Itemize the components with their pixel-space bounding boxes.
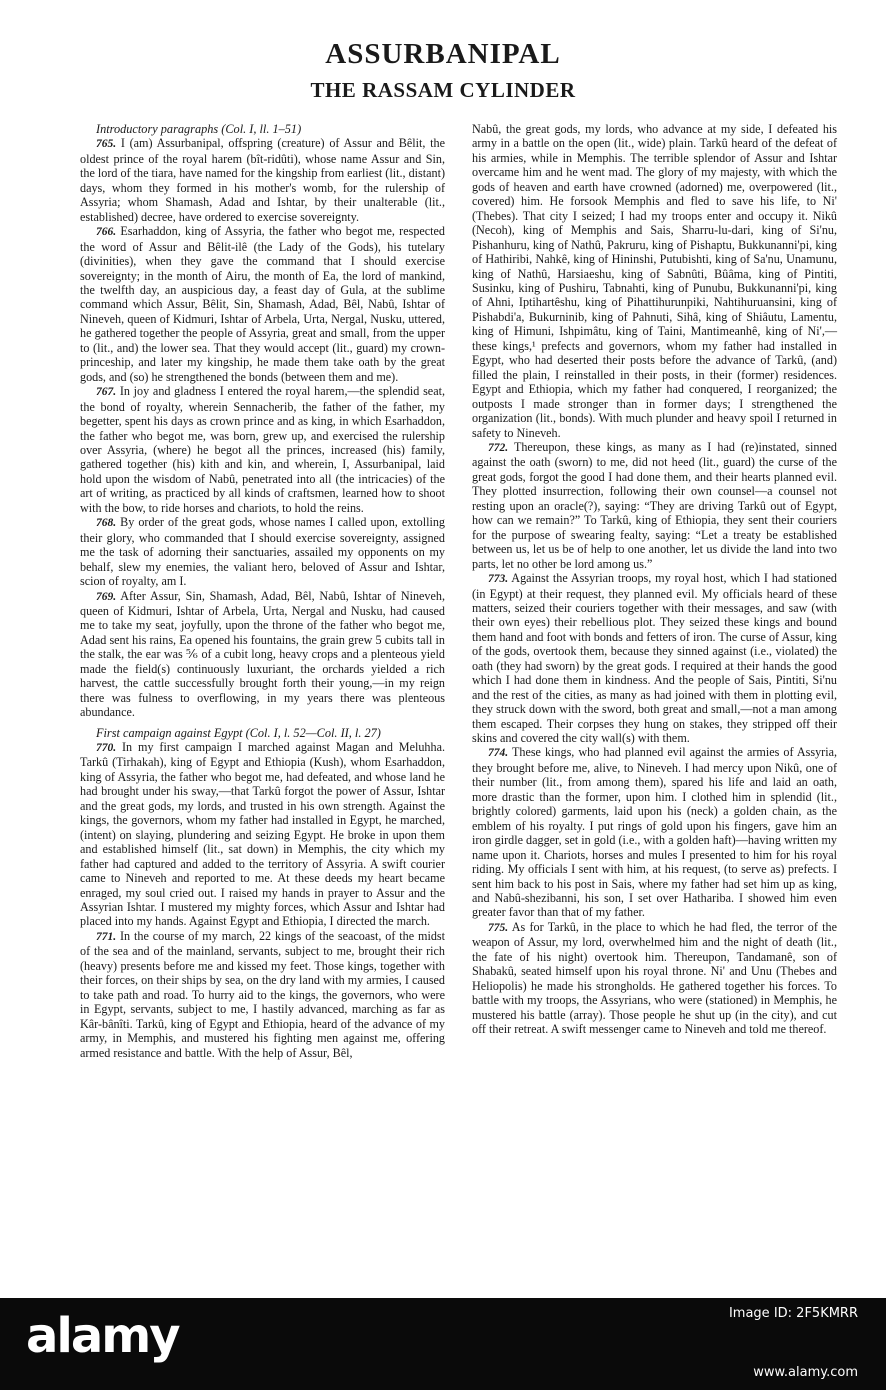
paragraph bbox=[80, 515, 445, 588]
page-subtitle: THE RASSAM CYLINDER bbox=[310, 78, 576, 102]
paragraph-text: Thereupon, these kings, as many as I had (re)instated, sinned against the oath (sworn) to me, did not heed (lit., guard) the curse of the great gods, forgot the good I had done them, and their hearts planned evil. They plotted insurrection, following their own counsel—a counsel not resting upon an oracle(?), saying: “They are driving Tarkû out of Egypt, how can we remain?” To Tarkû, king of Ethiopia, they sent their couriers for the purpose of swearing fealty, saying: “Let a treaty be established between us, let us be of help to one another, let us divide the land into two parts, let no other be lord among us.” bbox=[472, 439, 837, 571]
alamy-logo: alamy bbox=[26, 1308, 179, 1364]
image-id-label: Image ID: 2F5KMRR bbox=[728, 1306, 858, 1321]
paragraph-number: 774. bbox=[488, 747, 509, 760]
paragraph bbox=[472, 745, 837, 919]
paragraph-number: 770. bbox=[96, 742, 117, 755]
paragraph-text: By order of the great gods, whose names I called upon, extolling their glory, who commanded that I should exercise sovereignty, assigned me the task of adorning their sanctuaries, assailed my opponents on my behalf, slew my enemies, the valiant hero, beloved of Assur and Ishtar, scion of royalty, am I. bbox=[80, 515, 445, 589]
paragraph-text: Esarhaddon, king of Assyria, the father who begot me, respected the word of Assur and Bêlit-ilê (the Lady of the Gods), his tutelary (divinities), when they gave the command that I should exercise sovereignty; in the month of Airu, the month of Ea, the lord of mankind, the twelfth day, an auspicious day, a feast day of Gula, at the sublime command which Assur, Bêlit, Sin, Shamash, Adad, Bêl, Nabû, Ishtar of Nineveh, queen of Kidmuri, Ishtar of Arbela, Urta, Nergal, Nusku, uttered, he gathered together the people of Assyria, great and small, from the upper to (lit., and) the lower sea. That they would accept (lit., guard) my crown-princeship, and later my kingship, he made them take oath by the great gods, and (so) he strengthened the bonds (between them and me). bbox=[80, 224, 445, 384]
paragraph bbox=[80, 224, 445, 384]
paragraph bbox=[80, 384, 445, 515]
paragraph-continued: Nabû, the great gods, my lords, who advance at my side, I defeated his army in a battle on the open (lit., wide) plain. Tarkû heard of the defeat of his armies, while in Memphis. The terrible splendor of Assur and Ishtar overcame him and he went mad. The glory of my majesty, with which the gods of heaven and earth have crowned (adorned) me, overpowered (lit., covered) him. He forsook Memphis and fled to save his life, to Ni' (Thebes). That city I seized; I had my troops enter and occupy it. Nikû (Necoh), king of Memphis and Sais, Sharru-lu-dari, king of Si'nu, Pishanhuru, king of Nathû, Pakruru, king of Pishaptu, Bukkunanni'pi, king of Hathiribi, Nahkê, king of Hininshi, Putubishti, king of Sa'nu, Unamunu, king of Nathû, Harsiaeshu, king of Sabnûti, Bûâma, king of Pintiti, Susinku, king of Pushiru, Tabnahti, king of Punubu, Bukkunanni'pi, king of Ahni, Iptihartêshu, king of Pihattihurunpiki, Nahtihuruansini, king of Pishabdi'a, Bukurninib, king of Pahnuti, Sihâ, king of Shiâutu, Lamentu, king of Himuni, Ishpimâtu, king of Taini, Mantimeanhê, king of Ni',—these kings,¹ prefects and governors, whom my father had installed in Egypt, who had deserted their posts before the advance of Tarkû, (and) filled the plain, I reinstalled in their posts, in their (former) residences. Egypt and Ethiopia, which my father had conquered, I reorganized; the outposts I made stronger than in former days; I strengthened the organization (lit., bonds). With much plunder and heavy spoil I returned in safety to Nineveh. bbox=[472, 122, 837, 440]
paragraph-text: After Assur, Sin, Shamash, Adad, Bêl, Nabû, Ishtar of Nineveh, queen of Kidmuri, Ishtar of Arbela, Urta, Nergal and Nusku, had caused me to take my seat, joyfully, upon the throne of the father who begot me, Adad sent his rains, Ea opened his fountains, the grain grew 5 cubits tall in the stalk, the ear was ⅚ of a cubit long, heavy crops and a plenteous yield made the field(s) continuously luxuriant, the orchards yielded a rich harvest, the cattle successfully brought forth their young,—in my reign there was fulness to overflowing, in my years there was plenteous abundance. bbox=[80, 588, 445, 720]
paragraph bbox=[80, 929, 445, 1060]
site-url: www.alamy.com bbox=[753, 1365, 858, 1380]
paragraph-text: These kings, who had planned evil against the armies of Assyria, they brought before me, alive, to Nineveh. I had mercy upon Nikû, one of their number (lit., from among them), spared his life and laid an oath, more drastic than the former, upon him. I clothed him in splendid (lit., brightly colored) garments, laid upon his (neck) a golden chain, as the emblem of his royalty. I put rings of gold upon his fingers, gave him an iron girdle dagger, set in gold (i.e., with a golden haft)—having written my name upon it. Chariots, horses and mules I presented to him for his royal riding. My officials I sent with him, at his request, (to serve as) prefects. I sent him back to his post in Sais, where my father had set him up as king, and Nabû-shezibanni, his son, I set over Hathariba. I showed him even greater favor than that of my father. bbox=[472, 745, 837, 920]
paragraph-number: 768. bbox=[96, 517, 117, 530]
paragraph bbox=[80, 589, 445, 720]
paragraph-text: In the course of my march, 22 kings of the seacoast, of the midst of the sea and of the mainland, servants, subject to me, brought their rich (heavy) presents before me and kissed my feet. Those kings, together with their forces, on their ships by sea, on the dry land with my armies, I caused to take path and road. To hurry aid to the kings, the governors, who were in Egypt, servants, subject to me, I hastily advanced, marching as far as Kâr-bânîti. Tarkû, king of Egypt and Ethiopia, heard of the advance of my army, in Memphis, and mustered his fighting men against me, offering armed resistance and battle. With the help of Assur, Bêl, bbox=[80, 928, 445, 1060]
section-heading: Introductory paragraphs (Col. I, ll. 1–51) bbox=[96, 122, 302, 136]
paragraph-text: Against the Assyrian troops, my royal host, which I had stationed (in Egypt) at their request, they planned evil. My officials heard of these matters, seized their couriers together with their messages, and saw (with their own eyes) their rebellious plot. They seized these kings and bound them hand and foot with bonds and fetters of iron. The curse of Assur, king of the gods, overtook them, because they sinned against (i.e., violated) the oath (they had sworn) by the great gods. I required at their hands the good which I had done them in kindness. And the people of Sais, Pintiti, Si'nu and the rest of the cities, as many as had joined with them in plotting evil, they struck down with the sword, both great and small,—not a man among them escaped. Their corpses they hung on stakes, they stripped off their skins and covered the city wall(s) with them. bbox=[472, 571, 837, 746]
paragraph bbox=[80, 740, 445, 929]
paragraph bbox=[472, 571, 837, 745]
page-title: ASSURBANIPAL bbox=[325, 38, 561, 70]
watermark-banner bbox=[0, 1298, 886, 1390]
paragraph-number: 771. bbox=[96, 930, 117, 943]
paragraph-number: 775. bbox=[488, 921, 509, 934]
paragraph-text: In joy and gladness I entered the royal harem,—the splendid seat, the bond of royalty, wherein Sennacherib, the father of the father, my begetter, spent his days as crown prince and as king, in which Esarhaddon, the father who begot me, was born, grew up, and exercised the rulership over Assyria, (where) he begot all the princes, increased (his) family, gathered together (his) kith and kin, and wherein, I, Assurbanipal, laid hold upon the wisdom of Nabû, penetrated into all (the intricacies) of the art of writing, as practiced by all kinds of craftsmen, learned how to shoot with the bow, to ride horses and chariots, to hold the reins. bbox=[80, 384, 445, 515]
paragraph bbox=[472, 440, 837, 571]
section-heading: First campaign against Egypt (Col. I, l. 52—Col. II, l. 27) bbox=[96, 725, 381, 740]
paragraph-number: 769. bbox=[96, 590, 117, 603]
paragraph-text: I (am) Assurbanipal, offspring (creature) of Assur and Bêlit, the oldest prince of the royal harem (bît-ridûti), whose name Assur and Sin, the lord of the tiara, have named for the kingship from earliest (lit., distant) days, whom they formed in his mother's womb, for the rulership of Assyria; whom Shamash, Adad and Ishtar, by their unalterable (lit., established) decree, have ordered to exercise sovereignty. bbox=[80, 136, 445, 224]
paragraph bbox=[472, 920, 837, 1037]
paragraph-text: As for Tarkû, in the place to which he had fled, the terror of the weapon of Assur, my lord, overwhelmed him and the night of death (lit., the fate of his night) overtook him. Thereupon, Tandamanê, son of Shabakû, seated himself upon his royal throne. Ni' and Unu (Thebes and Heliopolis) he made his strongholds. He gathered together his forces. To battle with my troops, the Assyrians, who were (stationed) in Memphis, he mustered his battle (array). Those people he shut up (in the city), and cut off their retreat. A swift messenger came to Nineveh and told me thereof. bbox=[472, 919, 837, 1037]
right-column bbox=[472, 122, 837, 1037]
paragraph-number: 767. bbox=[96, 386, 117, 399]
paragraph-number: 772. bbox=[488, 441, 509, 454]
paragraph bbox=[80, 136, 445, 224]
left-column bbox=[80, 122, 445, 1060]
paragraph-number: 773. bbox=[488, 573, 509, 586]
paragraph-number: 765. bbox=[96, 138, 117, 151]
paragraph-number: 766. bbox=[96, 226, 117, 239]
paragraph-text: In my first campaign I marched against Magan and Meluhha. Tarkû (Tirhakah), king of Egypt and Ethiopia (Kush), whom Esarhaddon, king of Assyria, the father who begot me, had defeated, and whose land he had brought under his sway,—that Tarkû forgot the power of Assur, Ishtar and the great gods, my lords, and trusted in his own strength. Against the kings, the governors, whom my father had installed in Egypt, he marched, (intent) on slaying, plundering and seizing Egypt. He broke in upon them and established himself (lit., sat down) in Memphis, the city which my father had captured and added to the territory of Assyria. A swift courier came to Nineveh and reported to me. At these deeds my heart became enraged, my soul cried out. I raised my hands in prayer to Assur and the Assyrian Ishtar. I mustered my mighty forces, which Assur and Ishtar had placed into my hands. Against Egypt and Ethiopia, I directed the march. bbox=[80, 740, 445, 929]
